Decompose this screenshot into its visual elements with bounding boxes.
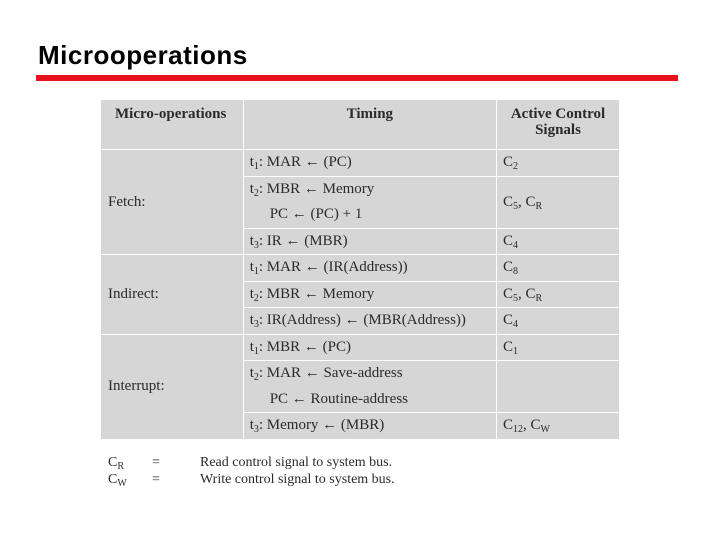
timing-cell: $t_3$: Memory ← (MBR) bbox=[243, 413, 496, 440]
legend-text: Read control signal to system bus. bbox=[200, 455, 393, 470]
group-indirect: Indirect: bbox=[101, 255, 243, 335]
signal-cell: $C_5$, $C_R$ bbox=[497, 281, 620, 308]
table-header-row bbox=[101, 100, 619, 150]
signal-cell bbox=[497, 361, 620, 413]
signal-cell: $C_2$ bbox=[497, 150, 620, 177]
group-interrupt: Interrupt: bbox=[101, 334, 243, 439]
signal-cell: $C_1$ bbox=[497, 334, 620, 361]
table-row bbox=[101, 334, 619, 361]
legend-symbol: $C_R$ bbox=[108, 455, 125, 472]
legend-text: Write control signal to system bus. bbox=[200, 472, 395, 487]
timing-cell: $t_3$: IR ← (MBR) bbox=[243, 228, 496, 255]
header-micro-operations: Micro-operations bbox=[101, 100, 243, 150]
signal-cell: $C_{12}$, $C_W$ bbox=[497, 413, 620, 440]
timing-cell: PC ← Routine-address bbox=[243, 387, 496, 413]
legend-symbol: $C_W$ bbox=[108, 472, 127, 489]
signal-cell: $C_4$ bbox=[497, 228, 620, 255]
timing-cell: $t_1$: MAR ← (PC) bbox=[243, 150, 496, 177]
timing-cell: $t_2$: MBR ← Memory bbox=[243, 281, 496, 308]
signal-cell: $C_5$, $C_R$ bbox=[497, 176, 620, 228]
group-fetch: Fetch: bbox=[101, 150, 243, 255]
timing-cell: $t_1$: MBR ← (PC) bbox=[243, 334, 496, 361]
timing-cell: $t_2$: MAR ← Save-address bbox=[243, 361, 496, 387]
timing-cell: $t_2$: MBR ← Memory bbox=[243, 176, 496, 202]
legend-equals: = bbox=[152, 472, 160, 487]
timing-cell: PC ← (PC) + 1 bbox=[243, 202, 496, 228]
slide-title: Microoperations bbox=[38, 40, 248, 70]
timing-cell: $t_3$: IR(Address) ← (MBR(Address)) bbox=[243, 308, 496, 335]
header-active-control-signals-text: Active Control Signals bbox=[510, 106, 606, 138]
signal-cell: $C_8$ bbox=[497, 255, 620, 282]
legend-equals: = bbox=[152, 455, 160, 470]
microoperations-table bbox=[101, 100, 619, 440]
title-underline bbox=[36, 75, 678, 81]
header-active-control-signals bbox=[497, 100, 620, 150]
table-row bbox=[101, 150, 619, 177]
signal-cell: $C_4$ bbox=[497, 308, 620, 335]
timing-cell: $t_1$: MAR ← (IR(Address)) bbox=[243, 255, 496, 282]
table-row bbox=[101, 255, 619, 282]
header-timing: Timing bbox=[243, 100, 496, 150]
